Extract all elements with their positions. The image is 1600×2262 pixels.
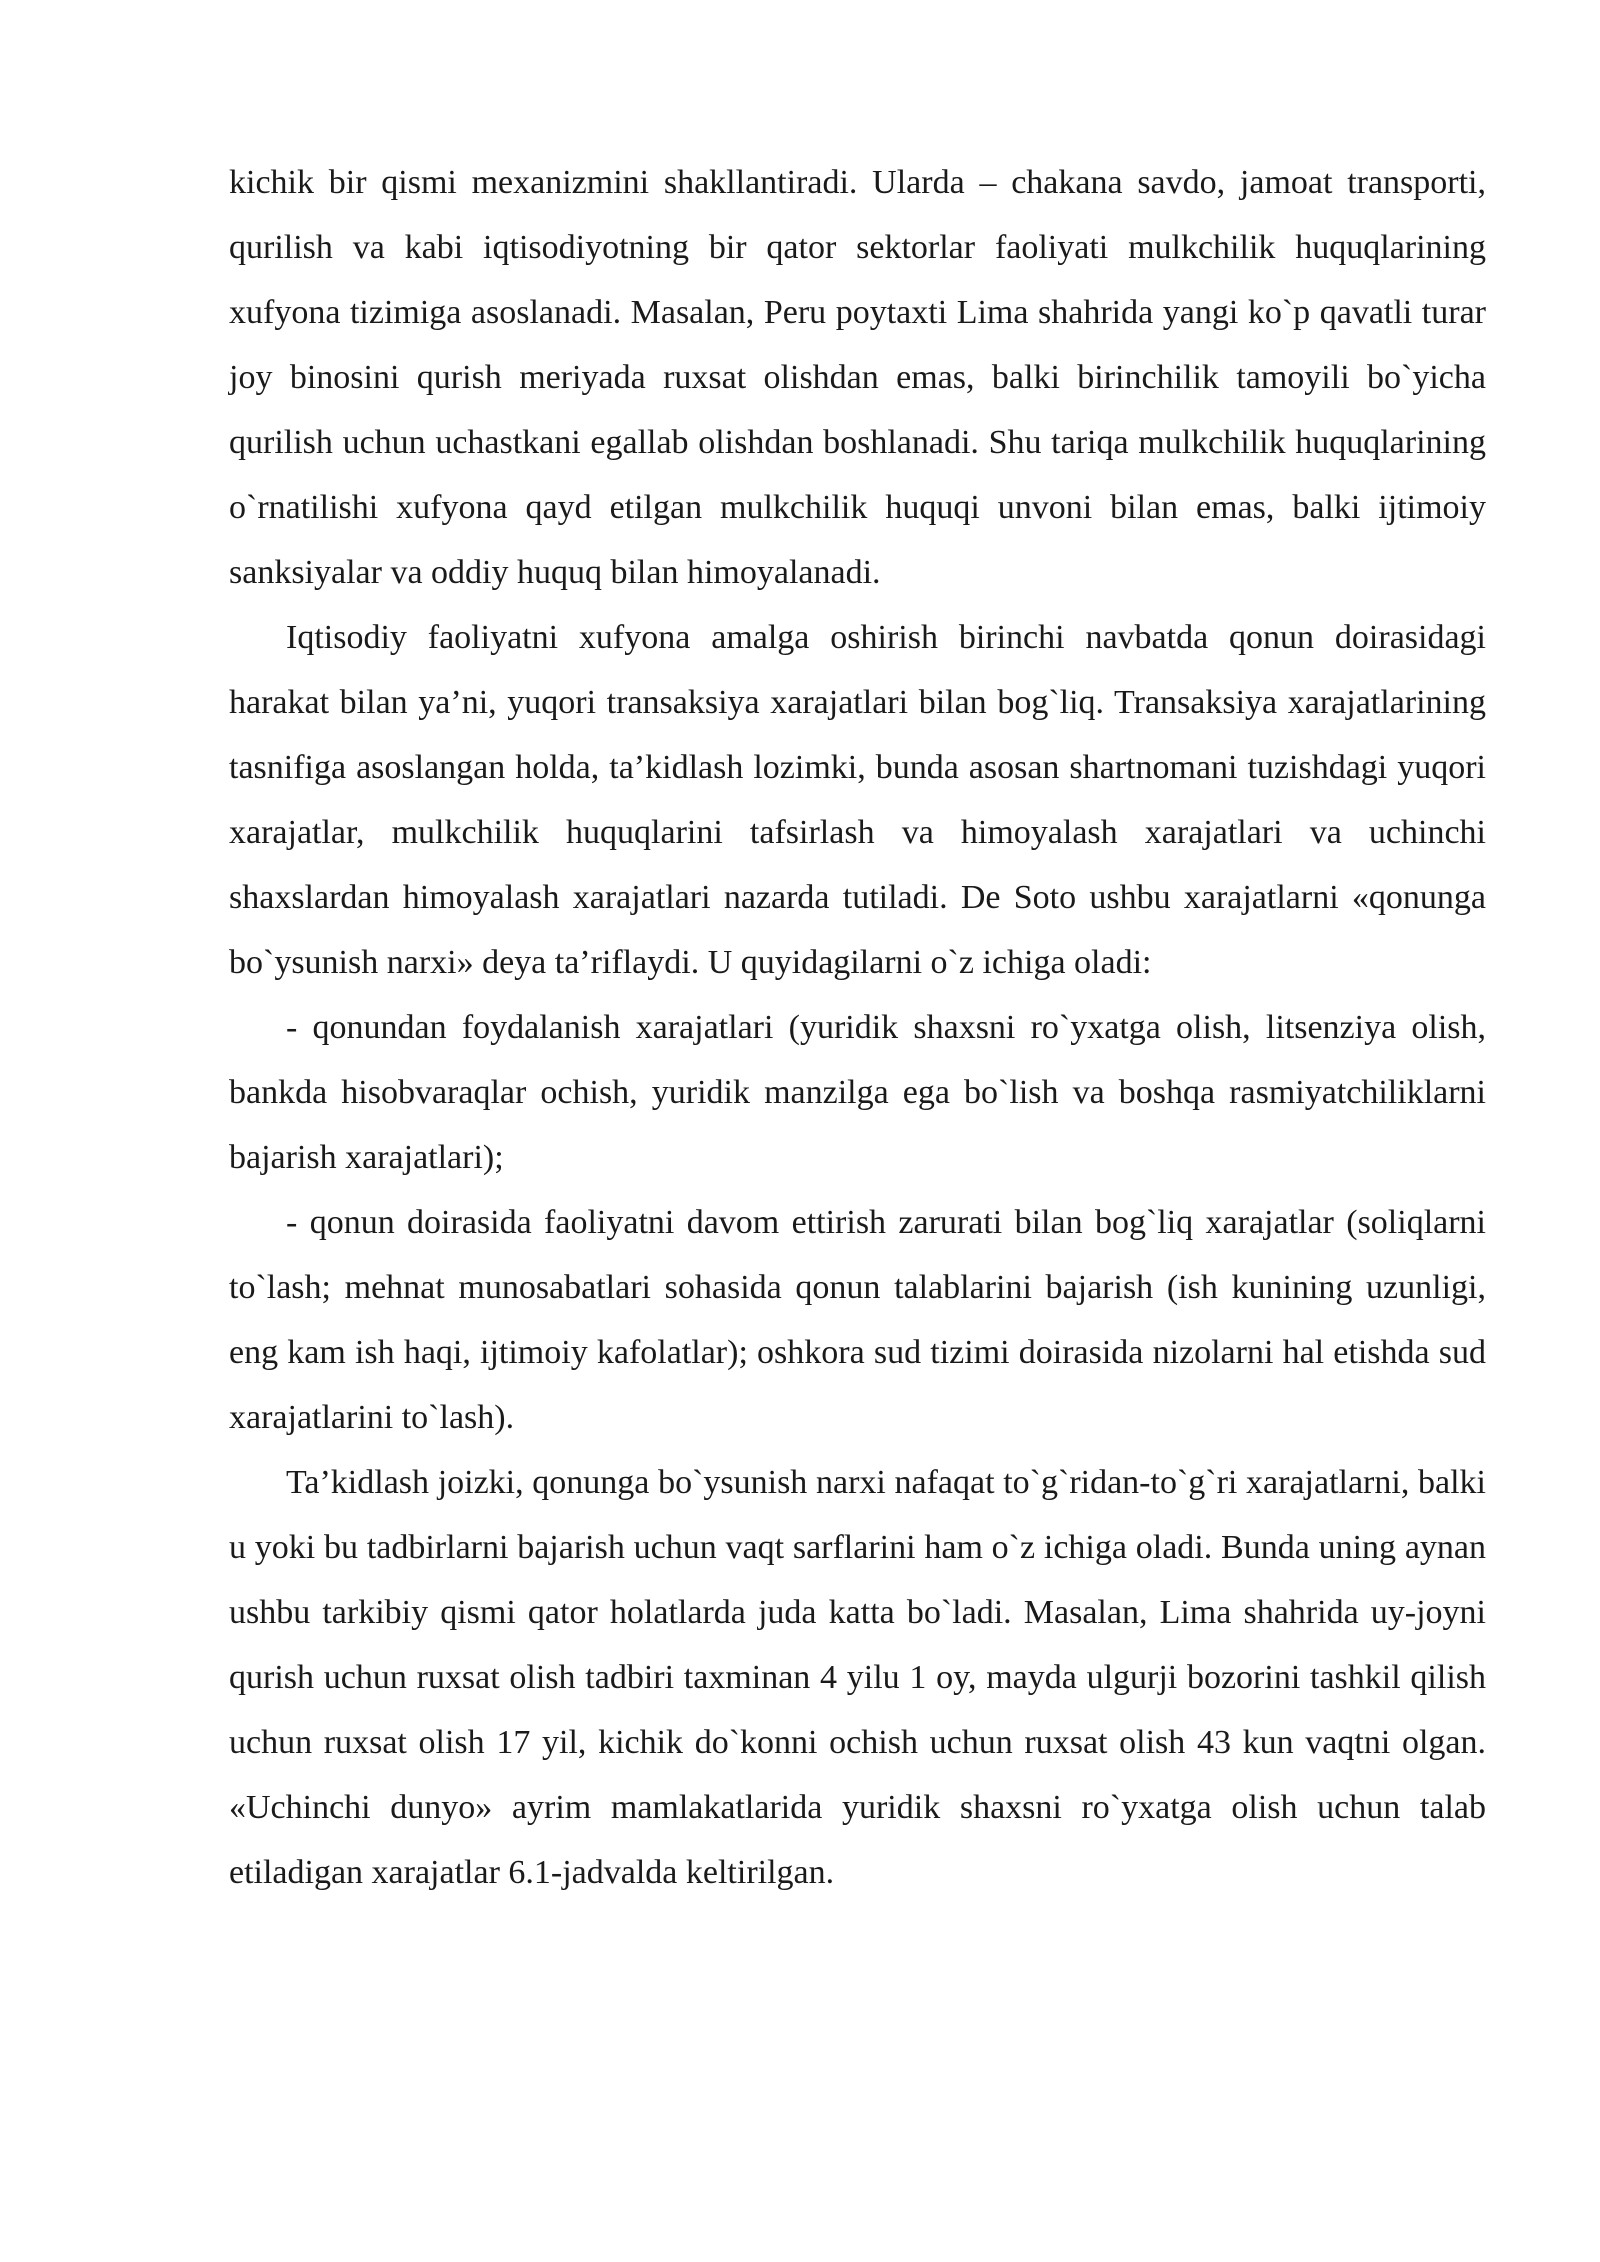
- document-page: [229, 150, 1486, 1905]
- paragraph-3-list-item: - qonundan foydalanish xarajatlari (yuridik shaxsni ro`yxatga olish, litsenziya olish, bankda hisobvaraqlar ochish, yuridik manzilga ega bo`lish va boshqa rasmiyatchiliklarni bajarish xarajatlari);: [229, 1009, 1486, 1176]
- paragraph-2: Iqtisodiy faoliyatni xufyona amalga oshirish birinchi navbatda qonun doirasidagi harakat bilan ya’ni, yuqori transaksiya xarajatlari bilan bog`liq. Transaksiya xarajatlarining tasnifiga asoslangan holda, ta’kidlash lozimki, bunda asosan shartnomani tuzishdagi yuqori xarajatlar, mulkchilik huquqlarini tafsirlash va himoyalash xarajatlari va uchinchi shaxslardan himoyalash xarajatlari nazarda tutiladi. De Soto ushbu xarajatlarni «qonunga bo`ysunish narxi» deya ta’riflaydi. U quyidagilarni o`z ichiga oladi:: [229, 619, 1486, 981]
- paragraph-5: Ta’kidlash joizki, qonunga bo`ysunish narxi nafaqat to`g`ridan-to`g`ri xarajatlarni, balki u yoki bu tadbirlarni bajarish uchun vaqt sarflarini ham o`z ichiga oladi. Bunda uning aynan ushbu tarkibiy qismi qator holatlarda juda katta bo`ladi. Masalan, Lima shahrida uy-joyni qurish uchun ruxsat olish tadbiri taxminan 4 yilu 1 oy, mayda ulgurji bozorini tashkil qilish uchun ruxsat olish 17 yil, kichik do`konni ochish uchun ruxsat olish 43 kun vaqtni olgan. «Uchinchi dunyo» ayrim mamlakatlarida yuridik shaxsni ro`yxatga olish uchun talab etiladigan xarajatlar 6.1-jadvalda keltirilgan.: [229, 1464, 1486, 1891]
- paragraph-4-list-item: - qonun doirasida faoliyatni davom ettirish zarurati bilan bog`liq xarajatlar (soliqlarni to`lash; mehnat munosabatlari sohasida qonun talablarini bajarish (ish kunining uzunligi, eng kam ish haqi, ijtimoiy kafolatlar); oshkora sud tizimi doirasida nizolarni hal etishda sud xarajatlarini to`lash).: [229, 1204, 1486, 1436]
- paragraph-1: kichik bir qismi mexanizmini shakllantiradi. Ularda – chakana savdo, jamoat transporti, qurilish va kabi iqtisodiyotning bir qator sektorlar faoliyati mulkchilik huquqlarining xufyona tizimiga asoslanadi. Masalan, Peru poytaxti Lima shahrida yangi ko`p qavatli turar joy binosini qurish meriyada ruxsat olishdan emas, balki birinchilik tamoyili bo`yicha qurilish uchun uchastkani egallab olishdan boshlanadi. Shu tariqa mulkchilik huquqlarining o`rnatilishi xufyona qayd etilgan mulkchilik huquqi unvoni bilan emas, balki ijtimoiy sanksiyalar va oddiy huquq bilan himoyalanadi.: [229, 164, 1486, 591]
